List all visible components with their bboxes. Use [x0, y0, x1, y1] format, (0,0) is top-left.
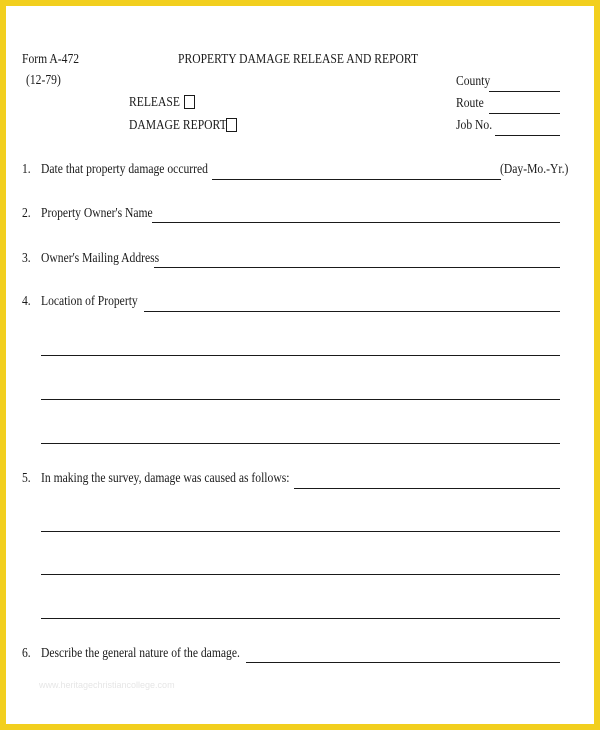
job-field[interactable] — [495, 135, 560, 136]
route-label: Route — [456, 95, 484, 110]
question-2-number: 2. — [22, 205, 31, 220]
question-5-line-2[interactable] — [41, 531, 560, 532]
question-6-label: Describe the general nature of the damage. — [41, 645, 240, 660]
question-6-field[interactable] — [246, 662, 560, 663]
job-label: Job No. — [456, 117, 493, 132]
question-1-number: 1. — [22, 161, 31, 176]
question-4-line-4[interactable] — [41, 443, 560, 444]
form-number: Form A-472 — [22, 51, 80, 66]
question-5-line-4[interactable] — [41, 618, 560, 619]
question-6-number: 6. — [22, 645, 31, 660]
question-5-number: 5. — [22, 470, 31, 485]
question-5-field[interactable] — [294, 488, 560, 489]
question-4-label: Location of Property — [41, 293, 138, 308]
form-title: PROPERTY DAMAGE RELEASE AND REPORT — [178, 51, 419, 66]
question-2-field[interactable] — [152, 222, 560, 223]
question-4-number: 4. — [22, 293, 31, 308]
county-label: County — [456, 73, 491, 88]
damage-report-checkbox[interactable] — [226, 118, 237, 132]
question-1-label: Date that property damage occurred — [41, 161, 208, 176]
damage-report-label: DAMAGE REPORT — [129, 117, 227, 132]
question-1-suffix: (Day-Mo.-Yr.) — [500, 161, 569, 176]
release-checkbox[interactable] — [184, 95, 195, 109]
question-3-label: Owner's Mailing Address — [41, 250, 160, 265]
release-label: RELEASE — [129, 94, 180, 109]
question-3-field[interactable] — [154, 267, 560, 268]
route-field[interactable] — [489, 113, 560, 114]
question-5-line-3[interactable] — [41, 574, 560, 575]
question-2-label: Property Owner's Name — [41, 205, 153, 220]
question-4-line-2[interactable] — [41, 355, 560, 356]
watermark: www.heritagechristiancollege.com — [39, 680, 175, 690]
question-1-field[interactable] — [212, 179, 501, 180]
question-4-field[interactable] — [144, 311, 560, 312]
county-field[interactable] — [489, 91, 560, 92]
question-3-number: 3. — [22, 250, 31, 265]
question-5-label: In making the survey, damage was caused as follows: — [41, 470, 290, 485]
form-page — [6, 6, 594, 724]
form-date: (12-79) — [26, 72, 61, 87]
question-4-line-3[interactable] — [41, 399, 560, 400]
